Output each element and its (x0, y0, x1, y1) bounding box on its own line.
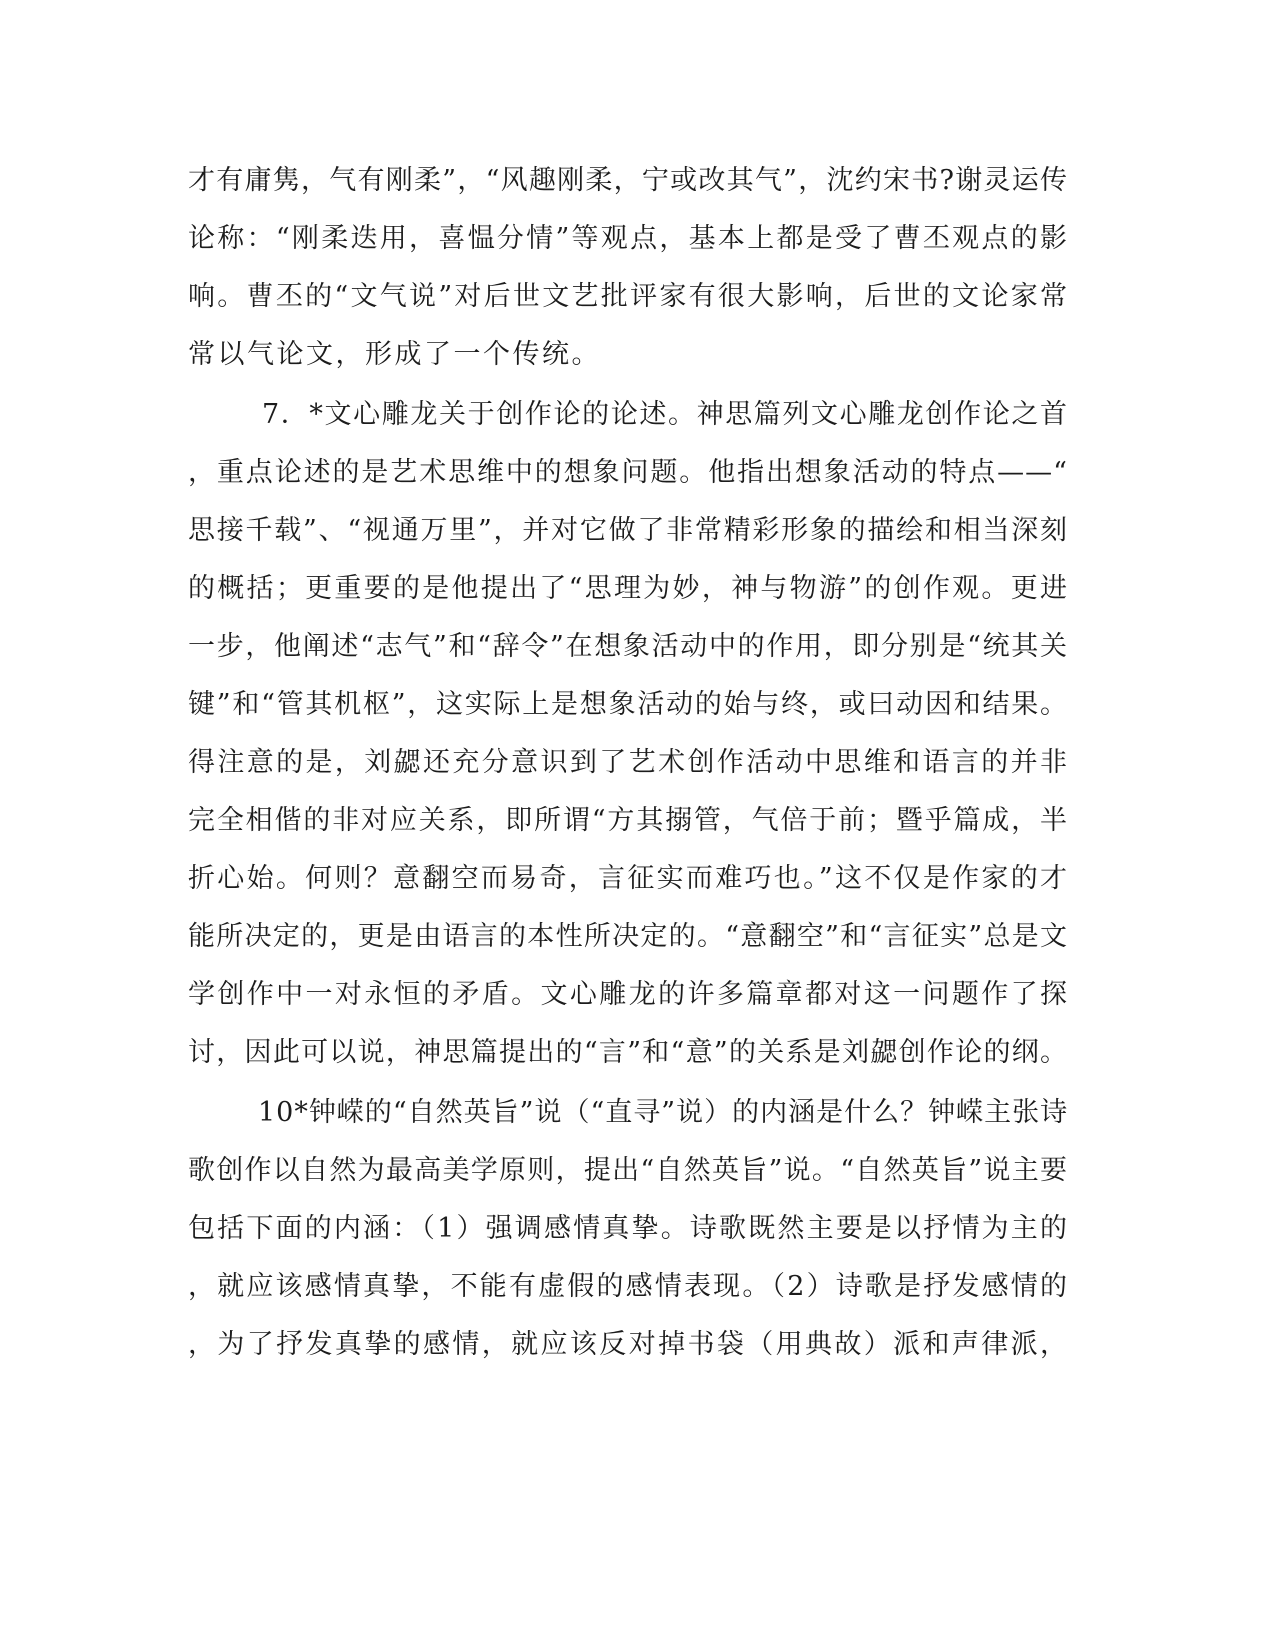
text-line: 思接千载”、“视通万里”，并对它做了非常精彩形象的描绘和相当深刻 (188, 515, 1068, 546)
text-line: 折心始。何则？意翻空而易奇，言征实而难巧也。”这不仅是作家的才 (188, 863, 1068, 894)
text-line: ，就应该感情真挚，不能有虚假的感情表现。（2）诗歌是抒发感情的 (188, 1271, 1068, 1302)
text-line: 的概括；更重要的是他提出了“思理为妙，神与物游”的创作观。更进 (188, 573, 1068, 604)
text-line: 得注意的是，刘勰还充分意识到了艺术创作活动中思维和语言的并非 (188, 747, 1068, 778)
text-line: 一步，他阐述“志气”和“辞令”在想象活动中的作用，即分别是“统其关 (188, 631, 1068, 662)
text-line: 才有庸隽，气有刚柔”，“风趣刚柔，宁或改其气”，沈约宋书?谢灵运传 (188, 165, 1068, 196)
text-line: 常以气论文，形成了一个传统。 (188, 339, 601, 370)
text-line: 讨，因此可以说，神思篇提出的“言”和“意”的关系是刘勰创作论的纲。 (188, 1037, 1068, 1068)
text-line: 响。曹丕的“文气说”对后世文艺批评家有很大影响，后世的文论家常 (188, 281, 1068, 312)
text-line: 学创作中一对永恒的矛盾。文心雕龙的许多篇章都对这一问题作了探 (188, 979, 1068, 1010)
paragraph-start-line: 7．*文心雕龙关于创作论的论述。神思篇列文心雕龙创作论之首 (262, 399, 1068, 430)
paragraph-start-line: 10*钟嵘的“自然英旨”说（“直寻”说）的内涵是什么？钟嵘主张诗 (258, 1097, 1068, 1128)
text-line: 完全相偕的非对应关系，即所谓“方其搦管，气倍于前；暨乎篇成，半 (188, 805, 1068, 836)
text-line: 论称：“刚柔迭用，喜愠分情”等观点，基本上都是受了曹丕观点的影 (188, 223, 1068, 254)
text-line: 能所决定的，更是由语言的本性所决定的。“意翻空”和“言征实”总是文 (188, 921, 1068, 952)
text-line: 包括下面的内涵：（1）强调感情真挚。诗歌既然主要是以抒情为主的 (188, 1213, 1068, 1244)
text-line: ，为了抒发真挚的感情，就应该反对掉书袋（用典故）派和声律派， (188, 1329, 1068, 1360)
text-line: 键”和“管其机枢”，这实际上是想象活动的始与终，或曰动因和结果。 (188, 689, 1068, 720)
text-line: 歌创作以自然为最高美学原则，提出“自然英旨”说。“自然英旨”说主要 (188, 1155, 1068, 1186)
text-line: ，重点论述的是艺术思维中的想象问题。他指出想象活动的特点——“ (188, 457, 1068, 488)
